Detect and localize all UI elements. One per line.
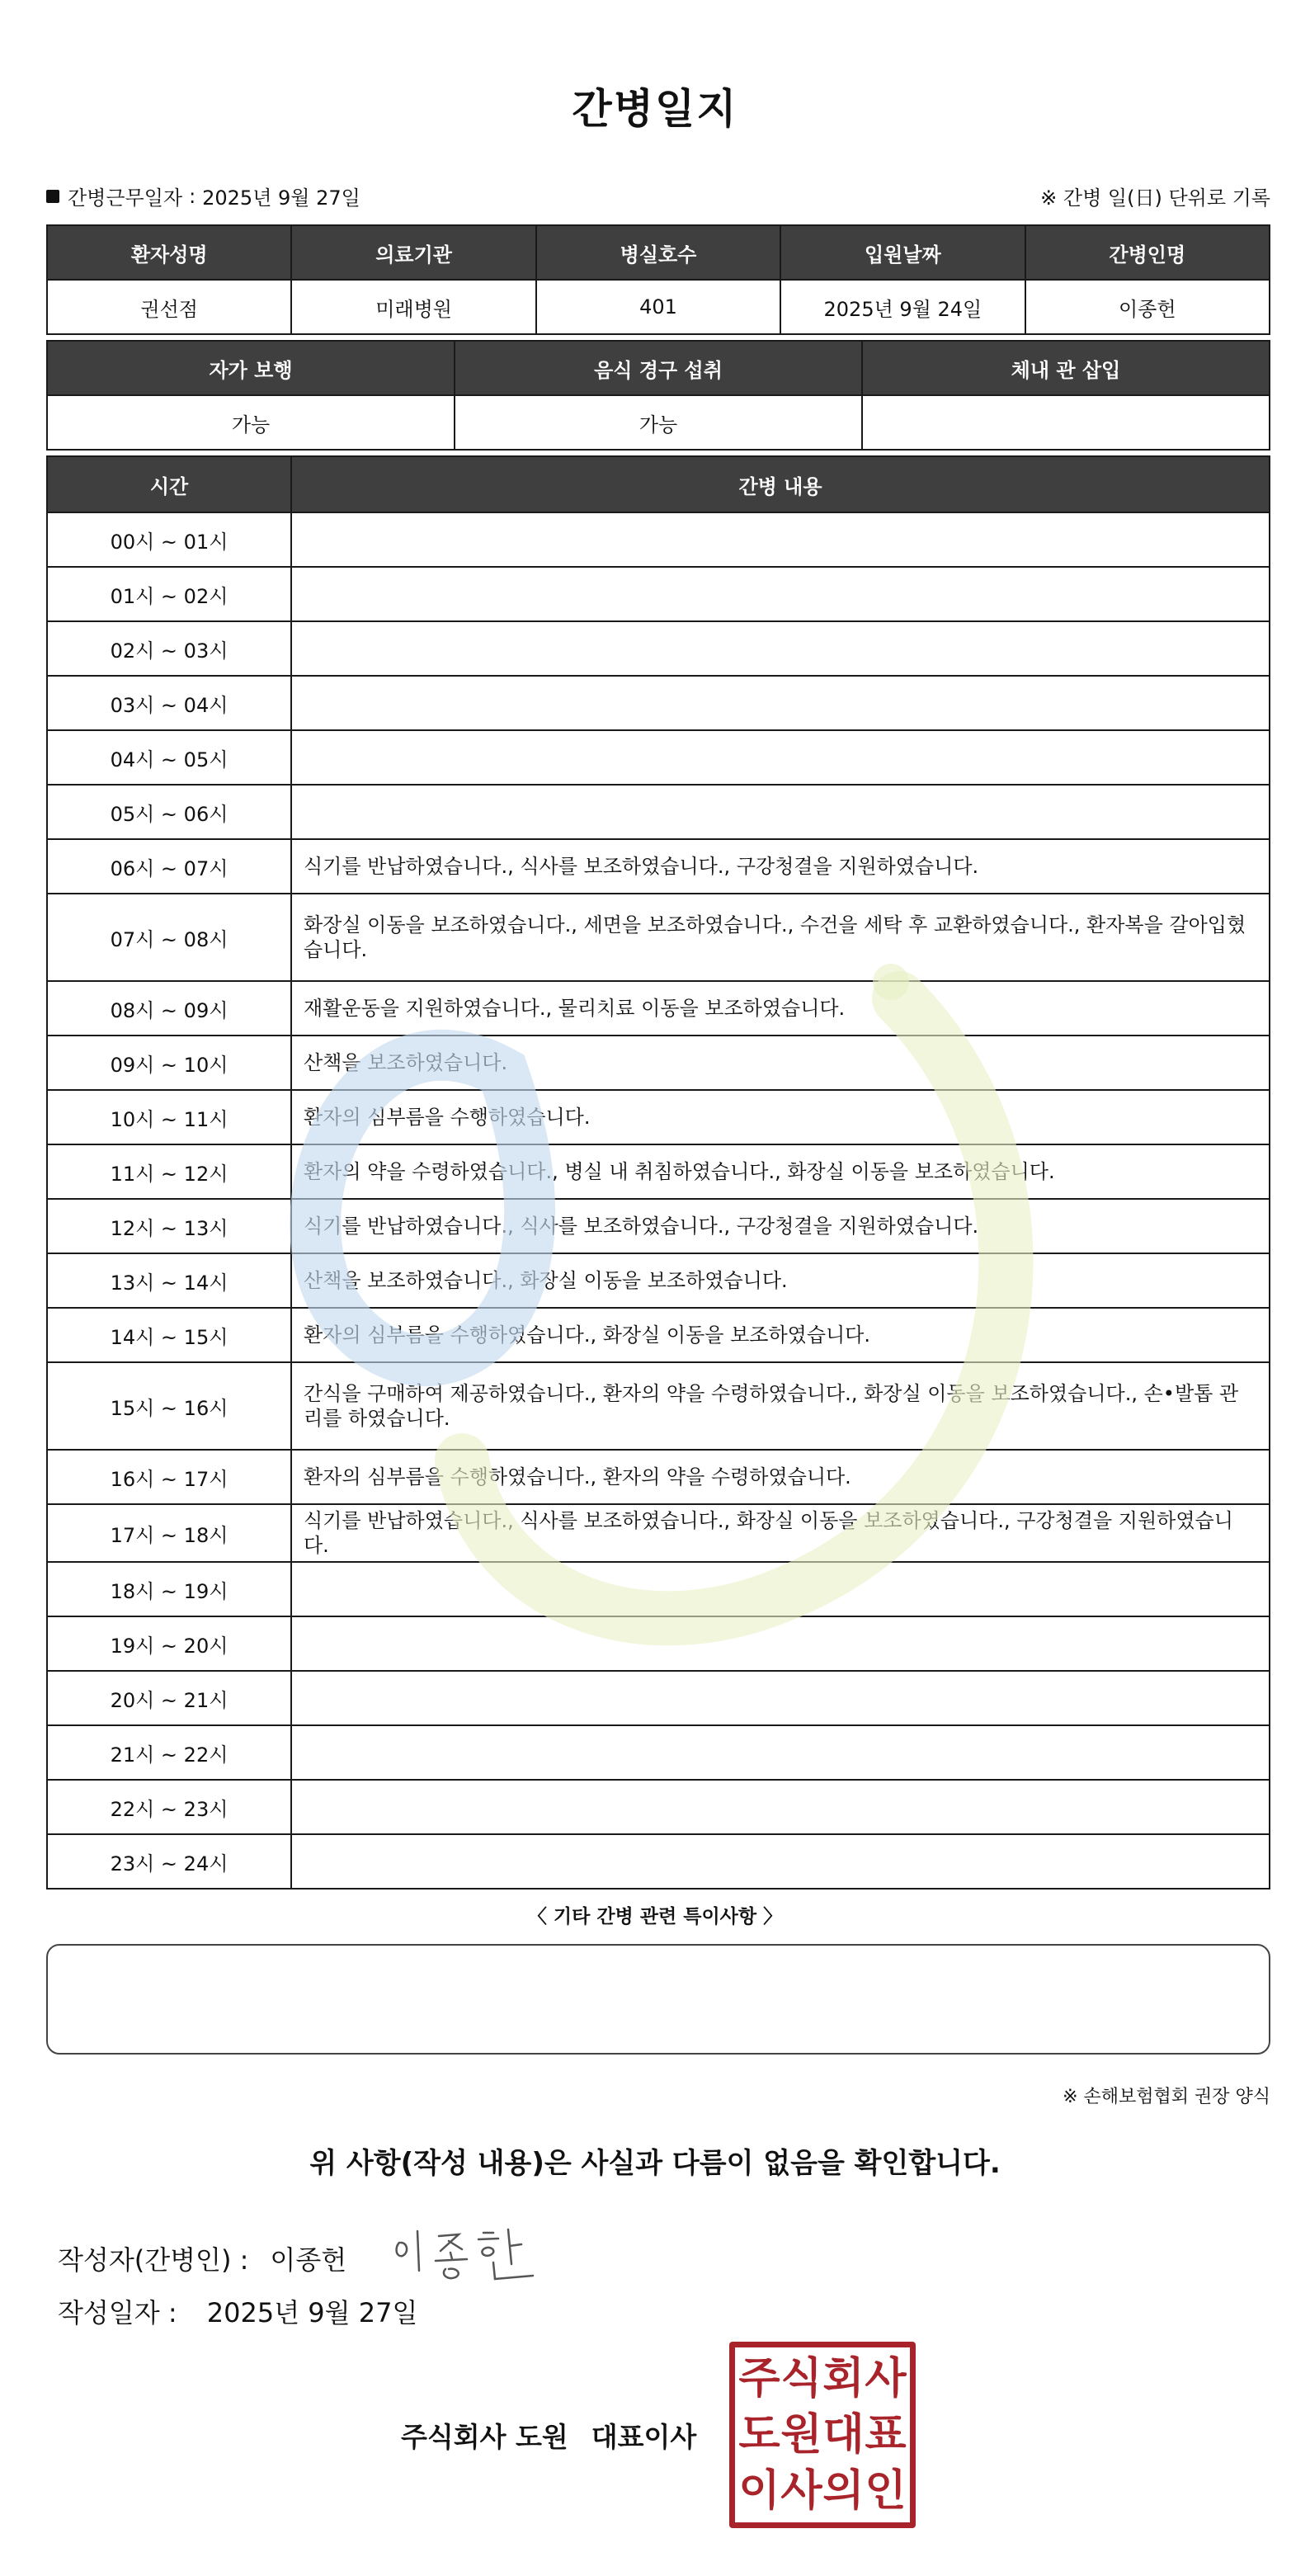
table-row: [47, 1780, 1270, 1834]
content-cell: 산책을 보조하였습니다.: [291, 1036, 1270, 1090]
record-note: ※ 간병 일(日) 단위로 기록: [1040, 186, 1270, 210]
status-table: [46, 340, 1270, 451]
time-cell: 23시 ~ 24시: [47, 1834, 291, 1889]
table-row: [47, 1671, 1270, 1725]
table-row: [47, 1308, 1270, 1362]
seal-character: 인: [865, 2465, 907, 2516]
time-cell: 12시 ~ 13시: [47, 1199, 291, 1253]
table-row: [47, 730, 1270, 785]
content-cell: 산책을 보조하였습니다., 화장실 이동을 보조하였습니다.: [291, 1253, 1270, 1308]
seal-character: 식: [780, 2353, 822, 2404]
work-date-label: 간병근무일자: [68, 186, 183, 210]
seal-character: 이: [738, 2465, 780, 2516]
time-cell: 17시 ~ 18시: [47, 1504, 291, 1562]
header-self-walking: 자가 보행: [47, 341, 455, 395]
patient-name-value: 권선점: [47, 280, 291, 334]
patient-value-row: [47, 280, 1270, 334]
content-cell: [291, 1616, 1270, 1671]
header-tube-insertion: 체내 관 삽입: [862, 341, 1270, 395]
square-bullet-icon: [46, 190, 59, 203]
handwritten-signature: [388, 2221, 544, 2287]
table-row: [47, 1834, 1270, 1889]
seal-character: 의: [822, 2465, 865, 2516]
time-cell: 10시 ~ 11시: [47, 1090, 291, 1144]
special-notes-box[interactable]: [46, 1944, 1270, 2055]
header-time: 시간: [47, 456, 291, 512]
header-room-number: 병실호수: [536, 225, 780, 280]
time-cell: 04시 ~ 05시: [47, 730, 291, 785]
company-signoff: [401, 2416, 696, 2455]
seal-character: 사: [865, 2353, 907, 2404]
content-cell: 환자의 약을 수령하였습니다., 병실 내 취침하였습니다., 화장실 이동을 보조하였습니다.: [291, 1144, 1270, 1199]
content-cell: [291, 1562, 1270, 1616]
table-row: [47, 1562, 1270, 1616]
time-cell: 22시 ~ 23시: [47, 1780, 291, 1834]
log-header-row: [47, 456, 1270, 512]
room-number-value: 401: [536, 280, 780, 334]
time-cell: 14시 ~ 15시: [47, 1308, 291, 1362]
content-cell: 환자의 심부름을 수행하였습니다., 화장실 이동을 보조하였습니다.: [291, 1308, 1270, 1362]
time-cell: 19시 ~ 20시: [47, 1616, 291, 1671]
care-log-table: [46, 455, 1270, 1890]
association-note: ※ 손해보험협회 권장 양식: [1063, 2087, 1270, 2107]
table-row: [47, 1253, 1270, 1308]
table-row: [47, 1616, 1270, 1671]
author-line: [58, 2229, 544, 2287]
header-care-content: 간병 내용: [291, 456, 1270, 512]
table-row: [47, 839, 1270, 894]
header-oral-intake: 음식 경구 섭취: [455, 341, 862, 395]
content-cell: [291, 567, 1270, 621]
oral-intake-value: 가능: [455, 395, 862, 450]
table-row: [47, 1036, 1270, 1090]
content-cell: [291, 1725, 1270, 1780]
table-row: [47, 1090, 1270, 1144]
time-cell: 02시 ~ 03시: [47, 621, 291, 676]
patient-header-row: [47, 225, 1270, 280]
caregiver-name-value: 이종헌: [1025, 280, 1270, 334]
seal-character: 원: [780, 2409, 822, 2460]
time-cell: 20시 ~ 21시: [47, 1671, 291, 1725]
table-row: [47, 1362, 1270, 1450]
company-title: 대표이사: [591, 2421, 697, 2453]
written-date-value: 2025년 9월 27일: [206, 2297, 418, 2328]
content-cell: [291, 512, 1270, 567]
table-row: [47, 1504, 1270, 1562]
table-row: [47, 1199, 1270, 1253]
time-cell: 01시 ~ 02시: [47, 567, 291, 621]
content-cell: [291, 621, 1270, 676]
header-institution: 의료기관: [291, 225, 535, 280]
content-cell: 재활운동을 지원하였습니다., 물리치료 이동을 보조하였습니다.: [291, 981, 1270, 1036]
time-cell: 03시 ~ 04시: [47, 676, 291, 730]
table-row: [47, 676, 1270, 730]
time-cell: 00시 ~ 01시: [47, 512, 291, 567]
time-cell: 06시 ~ 07시: [47, 839, 291, 894]
content-cell: [291, 730, 1270, 785]
tube-insertion-value: [862, 395, 1270, 450]
table-row: [47, 567, 1270, 621]
status-header-row: [47, 341, 1270, 395]
seal-character: 주: [738, 2353, 780, 2404]
confirmation-statement: 위 사항(작성 내용)은 사실과 다름이 없음을 확인합니다.: [309, 2147, 1001, 2180]
content-cell: 식기를 반납하였습니다., 식사를 보조하였습니다., 구강청결을 지원하였습니다.: [291, 839, 1270, 894]
seal-character: 표: [865, 2409, 907, 2460]
header-patient-name: 환자성명: [47, 225, 291, 280]
time-cell: 18시 ~ 19시: [47, 1562, 291, 1616]
content-cell: 환자의 심부름을 수행하였습니다.: [291, 1090, 1270, 1144]
time-cell: 21시 ~ 22시: [47, 1725, 291, 1780]
page-title: 간병일지: [572, 85, 738, 133]
work-date-value: 2025년 9월 27일: [202, 186, 360, 210]
table-row: [47, 621, 1270, 676]
time-cell: 13시 ~ 14시: [47, 1253, 291, 1308]
admission-date-value: 2025년 9월 24일: [780, 280, 1025, 334]
written-date-label: 작성일자 :: [58, 2297, 177, 2328]
seal-character: 도: [738, 2409, 780, 2460]
written-date-line: [58, 2292, 417, 2330]
time-cell: 11시 ~ 12시: [47, 1144, 291, 1199]
patient-info-table: [46, 224, 1270, 335]
meta-row: [46, 182, 1270, 215]
self-walking-value: 가능: [47, 395, 455, 450]
author-name: 이종헌: [270, 2244, 347, 2276]
table-row: [47, 785, 1270, 839]
work-date-info: [46, 182, 360, 210]
table-row: [47, 981, 1270, 1036]
special-notes-title: 〈 기타 간병 관련 특이사항 〉: [527, 1906, 783, 1927]
content-cell: [291, 676, 1270, 730]
table-row: [47, 1144, 1270, 1199]
institution-value: 미래병원: [291, 280, 535, 334]
content-cell: 식기를 반납하였습니다., 식사를 보조하였습니다., 화장실 이동을 보조하였습니다., 구강청결을 지원하였습니다.: [291, 1504, 1270, 1562]
header-admission-date: 입원날짜: [780, 225, 1025, 280]
table-row: [47, 512, 1270, 567]
header-caregiver-name: 간병인명: [1025, 225, 1270, 280]
author-label: 작성자(간병인) :: [58, 2244, 249, 2276]
content-cell: 화장실 이동을 보조하였습니다., 세면을 보조하였습니다., 수건을 세탁 후 교환하였습니다., 환자복을 갈아입혔습니다.: [291, 894, 1270, 981]
content-cell: [291, 1834, 1270, 1889]
time-cell: 16시 ~ 17시: [47, 1450, 291, 1504]
table-row: [47, 894, 1270, 981]
status-value-row: [47, 395, 1270, 450]
seal-character: 대: [822, 2409, 865, 2460]
content-cell: 식기를 반납하였습니다., 식사를 보조하였습니다., 구강청결을 지원하였습니다.: [291, 1199, 1270, 1253]
company-name: 주식회사 도원: [401, 2421, 568, 2453]
time-cell: 05시 ~ 06시: [47, 785, 291, 839]
time-cell: 09시 ~ 10시: [47, 1036, 291, 1090]
work-date-separator: :: [189, 184, 196, 208]
table-row: [47, 1450, 1270, 1504]
seal-character: 회: [822, 2353, 865, 2404]
content-cell: [291, 1671, 1270, 1725]
content-cell: 환자의 심부름을 수행하였습니다., 환자의 약을 수령하였습니다.: [291, 1450, 1270, 1504]
time-cell: 07시 ~ 08시: [47, 894, 291, 981]
seal-character: 사: [780, 2465, 822, 2516]
time-cell: 08시 ~ 09시: [47, 981, 291, 1036]
company-seal-stamp: [729, 2342, 916, 2528]
table-row: [47, 1725, 1270, 1780]
time-cell: 15시 ~ 16시: [47, 1362, 291, 1450]
content-cell: 간식을 구매하여 제공하였습니다., 환자의 약을 수령하였습니다., 화장실 이동을 보조하였습니다., 손•발톱 관리를 하였습니다.: [291, 1362, 1270, 1450]
content-cell: [291, 785, 1270, 839]
content-cell: [291, 1780, 1270, 1834]
